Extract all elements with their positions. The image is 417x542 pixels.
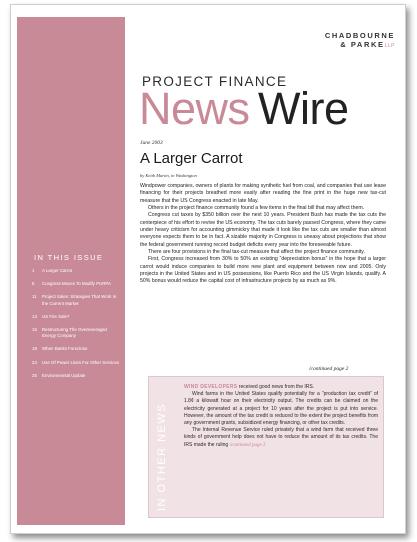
table-of-contents bbox=[32, 268, 120, 386]
article-body bbox=[140, 183, 386, 286]
article-headline: A Larger Carrot bbox=[140, 150, 243, 167]
article-paragraph: There are four provisions in the final tax-cut measure that affect the project finance community. bbox=[148, 249, 365, 256]
toc-item[interactable] bbox=[32, 327, 120, 339]
toc-item-label: Restructuring The Overleveraged Energy Company bbox=[42, 327, 107, 339]
toc-page-number: 1 bbox=[32, 268, 35, 273]
other-news-paragraph: Wind farms in the United States qualify potentially for a “production tax credit” of 1.8¢ a kilowatt hour on their electricity output. The credits can be claimed on the electricity generated at a project for 10 years after the project is put into service. However, the amount of the tax credit is reduced to the extent the project benefits from any government grants, subsidized energy financing, or other tax credits. bbox=[184, 391, 378, 427]
continued-link[interactable]: /continued page 2 bbox=[309, 366, 349, 372]
toc-item[interactable] bbox=[32, 294, 120, 306]
toc-item[interactable] bbox=[32, 281, 120, 287]
in-this-issue-heading: IN THIS ISSUE bbox=[34, 253, 104, 262]
toc-page-number: 11 bbox=[32, 294, 37, 300]
other-news-continued-link[interactable]: /continued page 3 bbox=[229, 442, 266, 448]
other-news-body bbox=[184, 384, 378, 449]
issue-date: June 2003 bbox=[140, 140, 163, 146]
firm-logo bbox=[325, 31, 395, 49]
toc-item[interactable] bbox=[32, 346, 120, 352]
other-news-lead-rest: received good news from the IRS. bbox=[237, 384, 315, 390]
toc-page-number: 13 bbox=[32, 313, 37, 319]
other-news-paragraph-last bbox=[184, 427, 378, 449]
other-news-last-text: The Internal Revenue Service ruled privately that a wind farm that received three kinds of government help does not have to reduce the amount of its tax credits. The IRS made the ruling bbox=[184, 427, 378, 448]
toc-page-number: 25 bbox=[32, 372, 37, 378]
other-news-lead-in: WIND DEVELOPERS bbox=[184, 384, 238, 390]
article-paragraph: Others in the project finance community found a few items in the final bill that may affect them. bbox=[148, 205, 365, 212]
toc-item[interactable] bbox=[32, 373, 120, 379]
toc-item-label: A Larger Carrot bbox=[42, 268, 73, 273]
toc-page-number: 24 bbox=[32, 359, 37, 365]
toc-item[interactable] bbox=[32, 268, 120, 274]
toc-item[interactable] bbox=[32, 314, 120, 320]
toc-page-number: 18 bbox=[32, 346, 37, 352]
masthead-news: News bbox=[139, 83, 250, 134]
masthead-wire: Wire bbox=[258, 83, 349, 134]
article-byline: by Keith Martin, in Washington bbox=[140, 173, 197, 178]
toc-item-label: Congress Moves To Modify PURPA bbox=[42, 281, 111, 287]
toc-item-label: Project Sales: Strategies That Work In the Current Market bbox=[42, 294, 117, 306]
toc-item-label: Environmental Update bbox=[42, 372, 86, 378]
toc-item-label: Use Of Power Lines For Other Services bbox=[42, 359, 120, 365]
toc-page-number: 15 bbox=[32, 327, 37, 333]
firm-name-line2 bbox=[325, 40, 395, 49]
firm-llp: LLP bbox=[384, 43, 395, 49]
firm-name-line1: CHADBOURNE bbox=[324, 31, 395, 40]
other-news-heading: IN OTHER NEWS bbox=[156, 402, 168, 511]
article-paragraph: Windpower companies, owners of plants for making synthetic fuel from coal, and companies that use lease financing for their projects breathed more easily after reading the fine print in the huge new tax-cut measure that the US Congress enacted in late May. bbox=[140, 183, 386, 204]
toc-item-label: When Banks Foreclose bbox=[42, 346, 88, 352]
article-paragraph: Congress cut taxes by $350 billion over the next 10 years. President Bush has made the tax cuts the centerpiece of his effort to revive the US economy. The tax cuts barely passed Congress, where they came under heavy criticism for accounting gimmickry that made it look like the tax cuts are smaller than almost everyone expects them to be in fact. A sizable majority in Congress is uneasy about projections that show the federal government running record budget deficits every year into the foreseeable future. bbox=[140, 212, 386, 248]
other-news-lead bbox=[184, 384, 378, 391]
toc-item-label: US Fire Sale? bbox=[42, 313, 70, 319]
masthead-subtitle: PROJECT FINANCE bbox=[142, 74, 288, 89]
article-paragraph: First, Congress increased from 30% to 50% an existing “depreciation bonus” in the hope that a larger carrot would induce companies to build more new plant and equipment between now and 2005. Only projects in the United States and in US possessions, like Puerto Rico and the US Virgin Islands, qualify. A 50% bonus would reduce the capital cost of infrastructure projects by as much as 9%. bbox=[140, 256, 386, 285]
toc-item[interactable] bbox=[32, 360, 120, 366]
firm-name-parke: & PARKE bbox=[340, 40, 385, 49]
toc-page-number: 5 bbox=[32, 281, 35, 287]
